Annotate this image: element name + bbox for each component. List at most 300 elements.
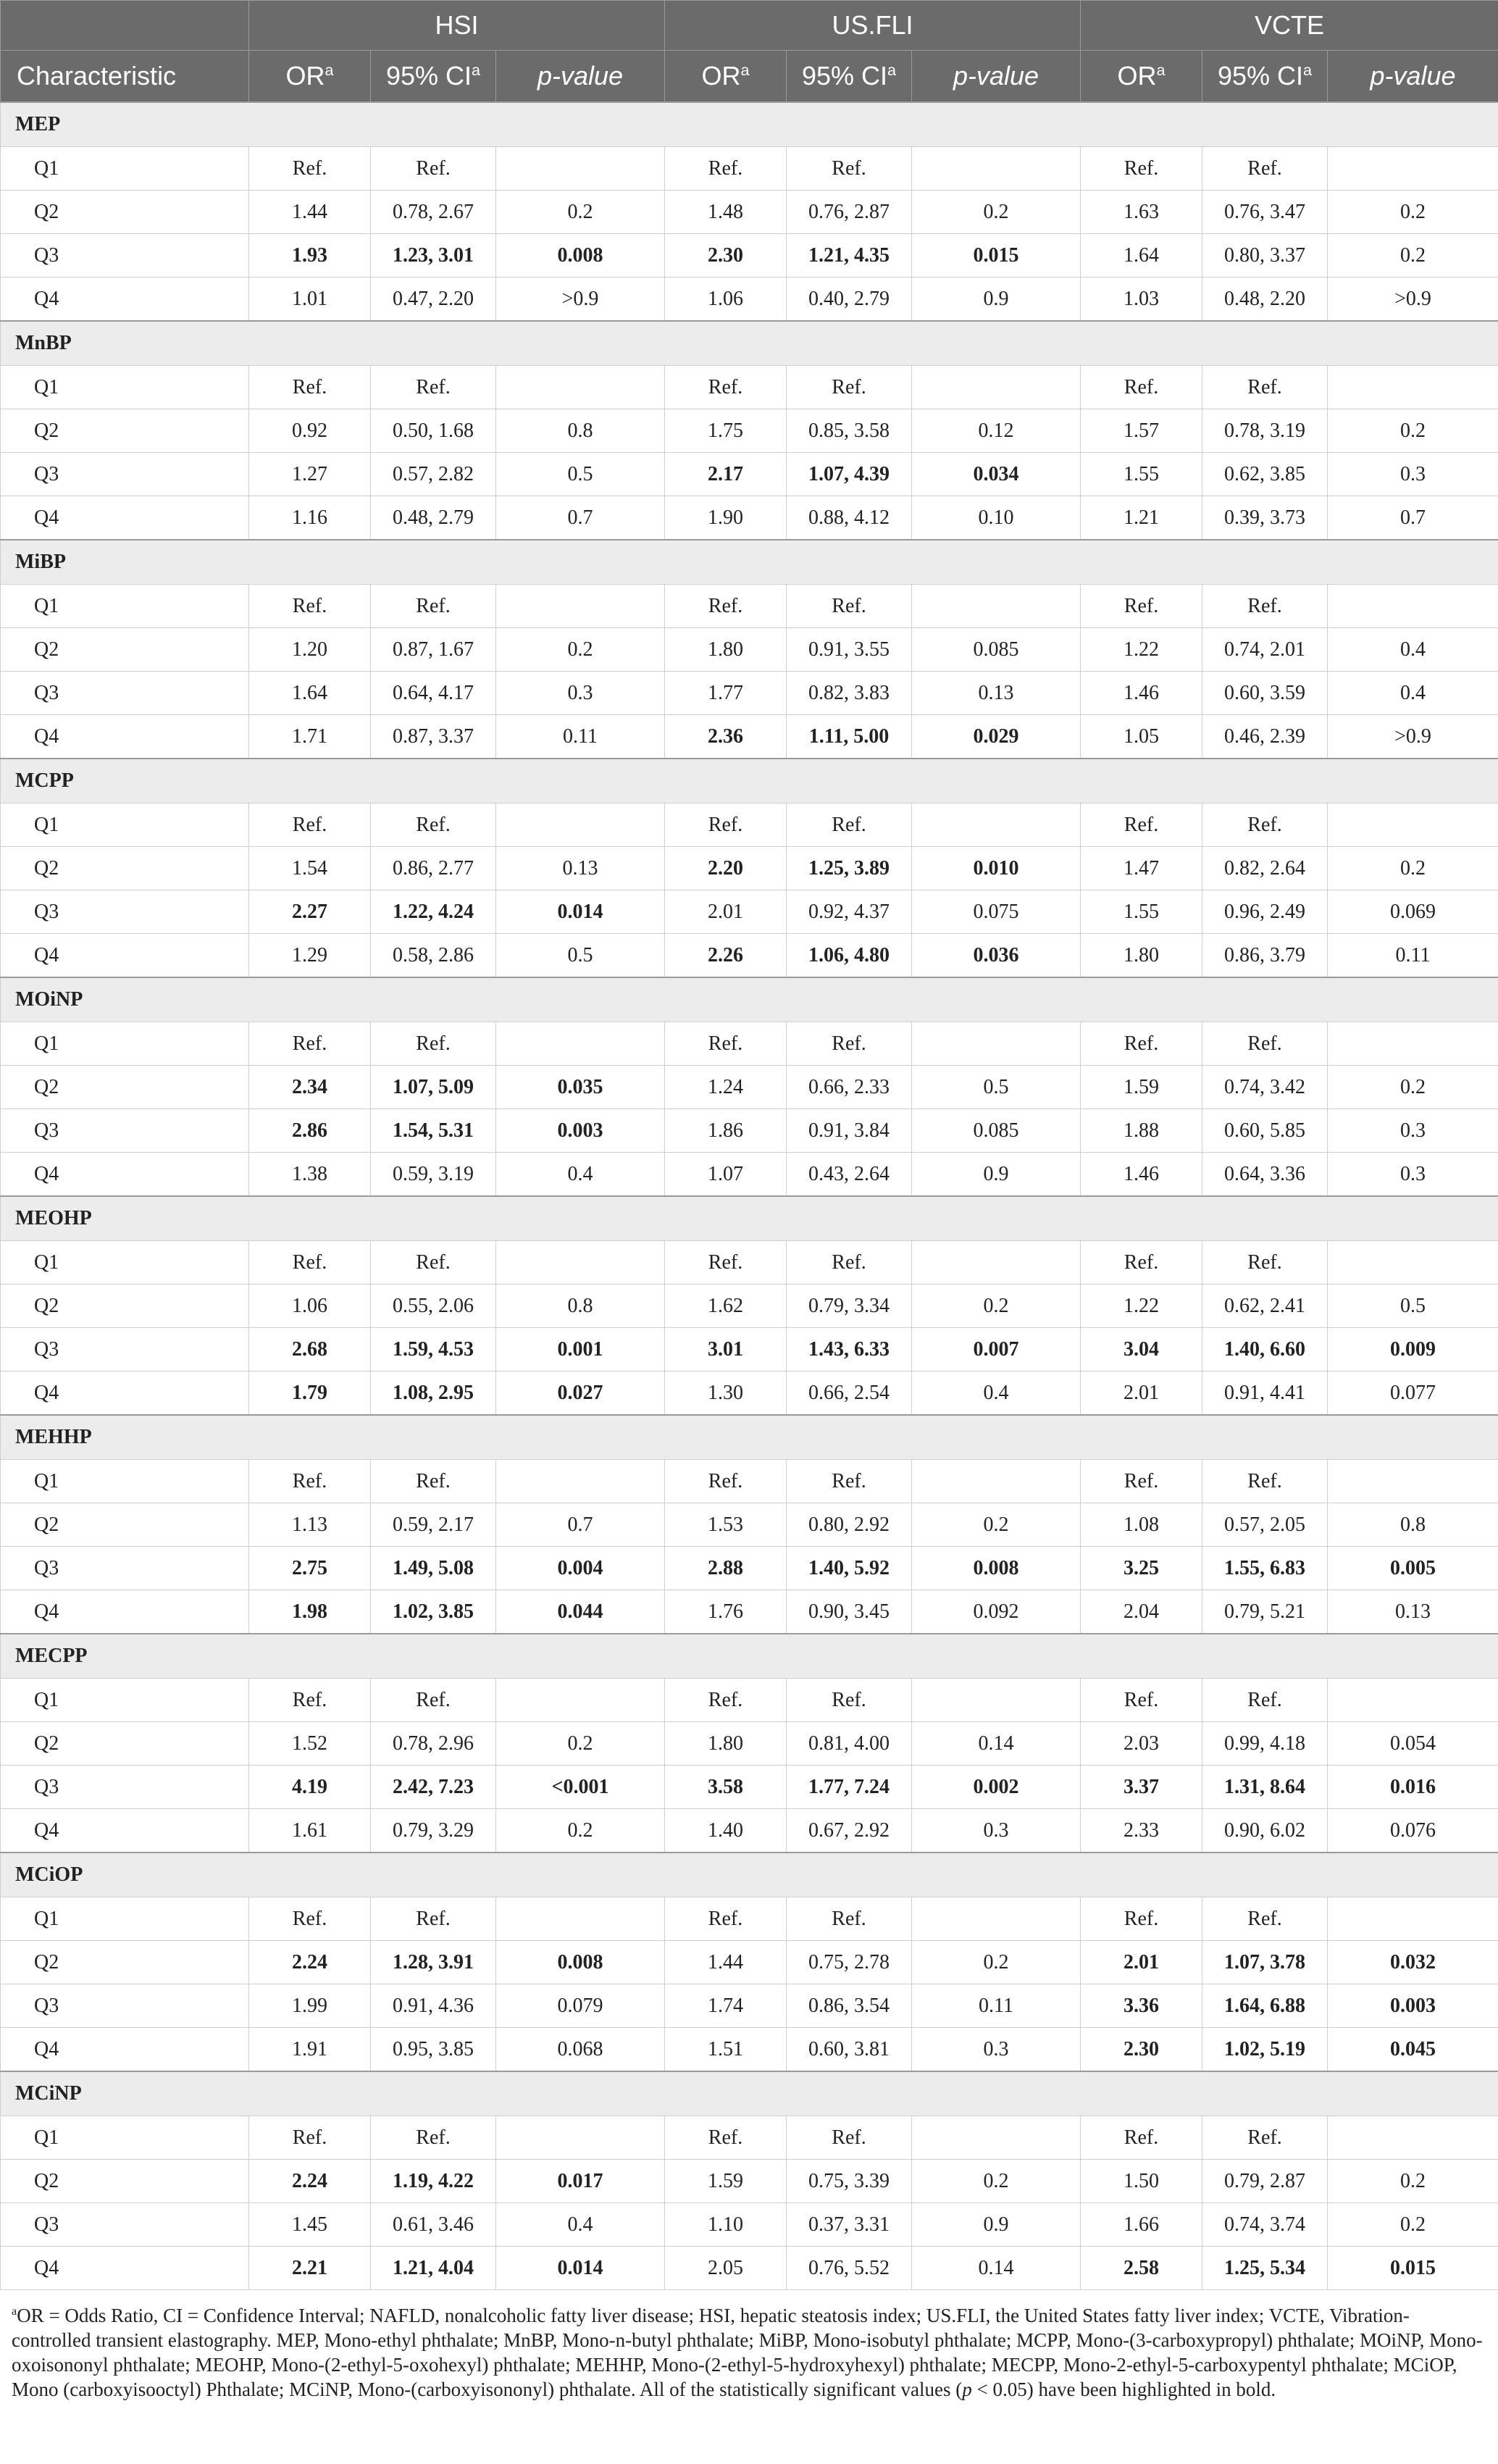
or-value-cell: 1.88 [1081,1109,1202,1153]
quartile-label: Q4 [1,2028,249,2072]
ci-value-cell: 0.86, 3.54 [787,1984,912,2028]
p-value-cell: 0.015 [1328,2247,1498,2290]
table-row [1,453,1498,496]
section-row [1,1196,1498,1241]
p-value-cell: 0.008 [496,1941,665,1984]
p-value-cell [496,803,665,847]
p-value-cell [912,1241,1081,1285]
p-value-cell: 0.014 [496,2247,665,2290]
or-value-cell: 1.90 [665,496,787,540]
p-value-cell [912,1897,1081,1941]
or-value-cell: 1.27 [249,453,371,496]
quartile-label: Q4 [1,2247,249,2290]
section-row [1,759,1498,803]
table-row [1,1066,1498,1109]
ci-value-cell: 0.64, 3.36 [1202,1153,1328,1197]
p-value-cell: <0.001 [496,1766,665,1809]
or-value-cell: 1.66 [1081,2203,1202,2247]
ci-value-cell: 1.49, 5.08 [371,1547,496,1590]
or-value-cell: 3.58 [665,1766,787,1809]
p-value-cell [496,1022,665,1066]
ci-value-cell: 0.47, 2.20 [371,277,496,322]
quartile-label: Q3 [1,1766,249,1809]
p-value-cell [1328,1679,1498,1722]
ci-value-cell: 0.91, 4.36 [371,1984,496,2028]
ci-value-cell: 0.48, 2.20 [1202,277,1328,322]
ci-value-cell: 0.79, 5.21 [1202,1590,1328,1634]
ci-value-cell: 0.90, 3.45 [787,1590,912,1634]
quartile-label: Q3 [1,890,249,934]
or-value-cell: Ref. [665,803,787,847]
or-value-cell: 2.24 [249,2160,371,2203]
p-value-cell: 0.5 [496,934,665,978]
ci-value-cell: Ref. [1202,366,1328,409]
quartile-label: Q3 [1,1984,249,2028]
or-value-cell: 2.33 [1081,1809,1202,1853]
table-row [1,277,1498,322]
ci-value-cell: 1.23, 3.01 [371,234,496,277]
footnote-p-letter: p [962,2379,972,2400]
table-row [1,2160,1498,2203]
p-value-cell: 0.3 [1328,1109,1498,1153]
table-row [1,803,1498,847]
or-value-cell: 1.53 [665,1503,787,1547]
section-row [1,102,1498,147]
table-body [1,102,1498,2290]
ci-value-cell: 0.74, 3.74 [1202,2203,1328,2247]
quartile-label: Q2 [1,1722,249,1766]
column-header-p: p-value [496,51,665,103]
ci-value-cell: 1.21, 4.35 [787,234,912,277]
p-value-cell: 0.029 [912,715,1081,759]
p-value-cell: 0.003 [496,1109,665,1153]
table-row [1,1285,1498,1328]
or-value-cell: 1.05 [1081,715,1202,759]
ci-value-cell: Ref. [1202,2116,1328,2160]
ci-value-cell: 0.76, 5.52 [787,2247,912,2290]
p-value-cell [1328,803,1498,847]
ci-value-cell: 1.11, 5.00 [787,715,912,759]
column-header-characteristic: Characteristic [1,51,249,103]
ci-value-cell: 0.78, 3.19 [1202,409,1328,453]
ci-value-cell: 0.85, 3.58 [787,409,912,453]
table-row [1,1766,1498,1809]
quartile-label: Q1 [1,1679,249,1722]
quartile-label: Q3 [1,2203,249,2247]
p-value-cell: 0.085 [912,628,1081,672]
p-value-cell: 0.044 [496,1590,665,1634]
p-value-cell: 0.13 [1328,1590,1498,1634]
table-row [1,2203,1498,2247]
or-value-cell: 1.38 [249,1153,371,1197]
table-row [1,1503,1498,1547]
p-value-cell: 0.2 [912,191,1081,234]
table-row [1,2247,1498,2290]
or-value-cell: 1.59 [665,2160,787,2203]
or-value-cell: 1.29 [249,934,371,978]
section-row [1,2071,1498,2116]
ci-value-cell: Ref. [1202,803,1328,847]
table-row [1,234,1498,277]
p-value-cell [912,2116,1081,2160]
ci-value-cell: 1.64, 6.88 [1202,1984,1328,2028]
ci-value-cell: 1.08, 2.95 [371,1371,496,1416]
p-value-cell [912,1460,1081,1503]
quartile-label: Q3 [1,234,249,277]
p-value-cell: 0.5 [496,453,665,496]
quartile-label: Q1 [1,2116,249,2160]
or-value-cell: 1.80 [665,628,787,672]
footnote-text: OR = Odds Ratio, CI = Confidence Interval; NAFLD, nonalcoholic fatty liver disease; HSI, hepatic steatosis index; US.FLI, the United States fatty liver index; VCTE, Vibration-controlled transient elastography. MEP, Mono-ethyl phthalate; MnBP, Mono-n-butyl phthalate; MiBP, Mono-isobutyl phthalate; MCPP, Mono-(3-carboxypropyl) phthalate; MOiNP, Mono-oxoisononyl phthalate; MEOHP, Mono-(2-ethyl-5-oxohexyl) phthalate; MEHHP, Mono-(2-ethyl-5-hydroxyhexyl) phthalate; MECPP, Mono-2-ethyl-5-carboxypentyl phthalate; MCiOP, Mono (carboxyisooctyl) Phthalate; MCiNP, Mono-(carboxyisononyl) phthalate. All of the statistically significant values ( [12,2305,1483,2400]
or-value-cell: 1.75 [665,409,787,453]
p-value-cell: 0.2 [496,1809,665,1853]
p-value-cell: 0.005 [1328,1547,1498,1590]
quartile-label: Q3 [1,453,249,496]
or-value-cell: Ref. [249,2116,371,2160]
or-value-cell: 2.20 [665,847,787,890]
ci-value-cell: 0.60, 5.85 [1202,1109,1328,1153]
ci-value-cell: Ref. [787,147,912,191]
or-value-cell: Ref. [249,1897,371,1941]
table-row [1,147,1498,191]
section-label: MCiNP [1,2071,1498,2116]
or-value-cell: Ref. [1081,585,1202,628]
or-value-cell: 1.07 [665,1153,787,1197]
p-value-cell: 0.075 [912,890,1081,934]
quartile-label: Q1 [1,585,249,628]
or-value-cell: 1.40 [665,1809,787,1853]
ci-value-cell: Ref. [1202,1897,1328,1941]
p-value-cell: 0.034 [912,453,1081,496]
or-value-cell: 1.10 [665,2203,787,2247]
or-value-cell: Ref. [249,1022,371,1066]
or-value-cell: 1.61 [249,1809,371,1853]
ci-value-cell: Ref. [787,1022,912,1066]
section-label: MECPP [1,1634,1498,1679]
ci-value-cell: 0.39, 3.73 [1202,496,1328,540]
p-value-cell: 0.11 [912,1984,1081,2028]
quartile-label: Q1 [1,803,249,847]
p-value-cell: 0.027 [496,1371,665,1416]
group-header-hsi: HSI [249,1,665,51]
p-value-cell: 0.054 [1328,1722,1498,1766]
p-value-cell [912,366,1081,409]
ci-value-cell: 0.76, 3.47 [1202,191,1328,234]
ci-value-cell: 1.25, 5.34 [1202,2247,1328,2290]
p-value-cell: 0.035 [496,1066,665,1109]
or-value-cell: 2.68 [249,1328,371,1371]
or-value-cell: 2.21 [249,2247,371,2290]
or-value-cell: Ref. [665,585,787,628]
or-value-cell: 1.08 [1081,1503,1202,1547]
quartile-label: Q3 [1,1109,249,1153]
p-value-cell: 0.076 [1328,1809,1498,1853]
section-label: MCPP [1,759,1498,803]
quartile-label: Q1 [1,1022,249,1066]
p-value-cell: >0.9 [496,277,665,322]
table-row [1,1547,1498,1590]
ci-value-cell: 1.28, 3.91 [371,1941,496,1984]
or-value-cell: 1.52 [249,1722,371,1766]
or-value-cell: Ref. [665,1679,787,1722]
or-value-cell: 1.01 [249,277,371,322]
p-value-cell [496,585,665,628]
ci-value-cell: 0.96, 2.49 [1202,890,1328,934]
p-value-cell: 0.9 [912,2203,1081,2247]
footnote-marker: a [12,2305,17,2318]
p-value-cell: 0.017 [496,2160,665,2203]
table-row [1,1328,1498,1371]
ci-value-cell: 0.99, 4.18 [1202,1722,1328,1766]
p-value-cell: 0.010 [912,847,1081,890]
section-label: MiBP [1,540,1498,585]
or-value-cell: 3.37 [1081,1766,1202,1809]
p-value-cell [496,1679,665,1722]
table-header [1,1,1498,103]
table-row [1,191,1498,234]
ci-value-cell: Ref. [371,585,496,628]
p-value-cell: 0.10 [912,496,1081,540]
table-row [1,1679,1498,1722]
ci-value-cell: Ref. [1202,1241,1328,1285]
or-value-cell: 2.05 [665,2247,787,2290]
table-row [1,1722,1498,1766]
quartile-label: Q4 [1,715,249,759]
p-value-cell: 0.9 [912,277,1081,322]
p-value-cell [496,366,665,409]
p-value-cell: 0.4 [1328,672,1498,715]
ci-value-cell: Ref. [1202,1460,1328,1503]
or-value-cell: 4.19 [249,1766,371,1809]
ci-value-cell: 1.21, 4.04 [371,2247,496,2290]
quartile-label: Q2 [1,1285,249,1328]
quartile-label: Q2 [1,1066,249,1109]
ci-value-cell: 0.95, 3.85 [371,2028,496,2072]
or-value-cell: Ref. [1081,1460,1202,1503]
ci-value-cell: 0.66, 2.54 [787,1371,912,1416]
ci-value-cell: 0.79, 2.87 [1202,2160,1328,2203]
or-value-cell: 2.75 [249,1547,371,1590]
ci-value-cell: Ref. [371,803,496,847]
ci-value-cell: 0.58, 2.86 [371,934,496,978]
ci-value-cell: 0.61, 3.46 [371,2203,496,2247]
or-value-cell: 0.92 [249,409,371,453]
or-value-cell: 1.21 [1081,496,1202,540]
or-value-cell: 1.64 [1081,234,1202,277]
table-row [1,409,1498,453]
section-label: MEHHP [1,1415,1498,1460]
ci-value-cell: 0.78, 2.67 [371,191,496,234]
p-value-cell [496,1241,665,1285]
ci-value-cell: 1.54, 5.31 [371,1109,496,1153]
table-row [1,715,1498,759]
ci-value-cell: 0.74, 2.01 [1202,628,1328,672]
ci-value-cell: 0.82, 2.64 [1202,847,1328,890]
ci-value-cell: Ref. [787,1460,912,1503]
or-value-cell: 1.80 [665,1722,787,1766]
ci-value-cell: 0.79, 3.29 [371,1809,496,1853]
or-value-cell: 1.45 [249,2203,371,2247]
table-row [1,2116,1498,2160]
or-value-cell: 1.71 [249,715,371,759]
or-value-cell: 2.36 [665,715,787,759]
p-value-cell: 0.001 [496,1328,665,1371]
table-row [1,1109,1498,1153]
or-value-cell: 1.55 [1081,890,1202,934]
table-row [1,1371,1498,1416]
or-value-cell: 1.46 [1081,1153,1202,1197]
p-value-cell: 0.4 [912,1371,1081,1416]
or-value-cell: 2.01 [1081,1941,1202,1984]
or-value-cell: 1.57 [1081,409,1202,453]
table-row [1,1460,1498,1503]
p-value-cell: 0.002 [912,1766,1081,1809]
p-value-cell: 0.3 [912,2028,1081,2072]
table-row [1,1984,1498,2028]
or-value-cell: 1.46 [1081,672,1202,715]
p-value-cell: 0.2 [1328,409,1498,453]
ci-value-cell: 0.80, 2.92 [787,1503,912,1547]
p-value-cell: 0.13 [912,672,1081,715]
p-value-cell: 0.8 [496,409,665,453]
quartile-label: Q4 [1,496,249,540]
quartile-label: Q4 [1,1590,249,1634]
p-value-cell: 0.068 [496,2028,665,2072]
p-value-cell: 0.009 [1328,1328,1498,1371]
or-value-cell: 1.62 [665,1285,787,1328]
p-value-cell: 0.2 [1328,191,1498,234]
ci-value-cell: 1.43, 6.33 [787,1328,912,1371]
or-value-cell: 2.58 [1081,2247,1202,2290]
or-value-cell: Ref. [665,147,787,191]
p-value-cell: 0.085 [912,1109,1081,1153]
or-value-cell: 1.44 [665,1941,787,1984]
or-value-cell: 1.13 [249,1503,371,1547]
quartile-label: Q4 [1,1809,249,1853]
ci-value-cell: Ref. [787,803,912,847]
ci-value-cell: Ref. [787,1241,912,1285]
ci-value-cell: 0.37, 3.31 [787,2203,912,2247]
or-value-cell: Ref. [665,1897,787,1941]
p-value-cell [1328,1897,1498,1941]
ci-value-cell: 1.19, 4.22 [371,2160,496,2203]
ci-value-cell: 0.91, 4.41 [1202,1371,1328,1416]
or-value-cell: 2.88 [665,1547,787,1590]
quartile-label: Q1 [1,366,249,409]
or-value-cell: 1.22 [1081,628,1202,672]
p-value-cell: 0.13 [496,847,665,890]
p-value-cell: 0.079 [496,1984,665,2028]
quartile-label: Q4 [1,1371,249,1416]
p-value-cell: 0.014 [496,890,665,934]
or-value-cell: 1.03 [1081,277,1202,322]
or-value-cell: 1.50 [1081,2160,1202,2203]
section-row [1,540,1498,585]
p-value-cell: 0.7 [496,1503,665,1547]
or-value-cell: 1.30 [665,1371,787,1416]
quartile-label: Q1 [1,1897,249,1941]
ci-value-cell: 0.79, 3.34 [787,1285,912,1328]
table-row [1,1941,1498,1984]
p-value-cell: 0.2 [496,191,665,234]
p-value-cell: 0.3 [912,1809,1081,1853]
ci-value-cell: 0.75, 2.78 [787,1941,912,1984]
column-header-ci: 95% $CI^a$ [787,51,912,103]
or-value-cell: 1.93 [249,234,371,277]
ci-value-cell: Ref. [787,585,912,628]
ci-value-cell: Ref. [371,1679,496,1722]
quartile-label: Q1 [1,147,249,191]
p-value-cell [496,1897,665,1941]
or-value-cell: 1.91 [249,2028,371,2072]
column-header-ci: 95% $CI^a$ [1202,51,1328,103]
ci-value-cell: 0.55, 2.06 [371,1285,496,1328]
p-value-cell [912,147,1081,191]
ci-value-cell: 1.02, 3.85 [371,1590,496,1634]
quartile-label: Q1 [1,1241,249,1285]
or-value-cell: 1.59 [1081,1066,1202,1109]
p-value-cell: 0.2 [496,628,665,672]
quartile-label: Q4 [1,277,249,322]
ci-value-cell: Ref. [371,1241,496,1285]
or-value-cell: 1.44 [249,191,371,234]
quartile-label: Q2 [1,847,249,890]
ci-value-cell: 0.81, 4.00 [787,1722,912,1766]
table-row [1,1153,1498,1197]
quartile-label: Q3 [1,1547,249,1590]
p-value-cell: 0.4 [496,2203,665,2247]
footnote-text-end: < 0.05) have been highlighted in bold. [971,2379,1276,2400]
or-value-cell: 1.63 [1081,191,1202,234]
ci-value-cell: 0.75, 3.39 [787,2160,912,2203]
ci-value-cell: 0.59, 3.19 [371,1153,496,1197]
or-value-cell: Ref. [249,1460,371,1503]
p-value-cell: 0.14 [912,2247,1081,2290]
ci-value-cell: Ref. [371,147,496,191]
ci-value-cell: 0.91, 3.55 [787,628,912,672]
or-value-cell: 1.20 [249,628,371,672]
section-row [1,1634,1498,1679]
ci-value-cell: Ref. [1202,147,1328,191]
or-value-cell: Ref. [249,1241,371,1285]
p-value-cell: 0.2 [496,1722,665,1766]
or-value-cell: 2.86 [249,1109,371,1153]
or-value-cell: 2.30 [665,234,787,277]
section-label: MEP [1,102,1498,147]
table-row [1,585,1498,628]
or-value-cell: Ref. [1081,1241,1202,1285]
p-value-cell: 0.008 [912,1547,1081,1590]
or-value-cell: Ref. [665,1460,787,1503]
ci-value-cell: 0.64, 4.17 [371,672,496,715]
table-row [1,628,1498,672]
p-value-cell: 0.3 [1328,1153,1498,1197]
ci-value-cell: 1.07, 4.39 [787,453,912,496]
ci-value-cell: 1.31, 8.64 [1202,1766,1328,1809]
ci-value-cell: 0.87, 3.37 [371,715,496,759]
section-label: MCiOP [1,1853,1498,1897]
quartile-label: Q4 [1,934,249,978]
p-value-cell: 0.2 [1328,234,1498,277]
ci-value-cell: 0.90, 6.02 [1202,1809,1328,1853]
p-value-cell: 0.12 [912,409,1081,453]
ci-value-cell: 1.77, 7.24 [787,1766,912,1809]
quartile-label: Q1 [1,1460,249,1503]
ci-value-cell: Ref. [1202,1022,1328,1066]
table-row [1,1241,1498,1285]
or-value-cell: Ref. [1081,147,1202,191]
ci-value-cell: 0.48, 2.79 [371,496,496,540]
